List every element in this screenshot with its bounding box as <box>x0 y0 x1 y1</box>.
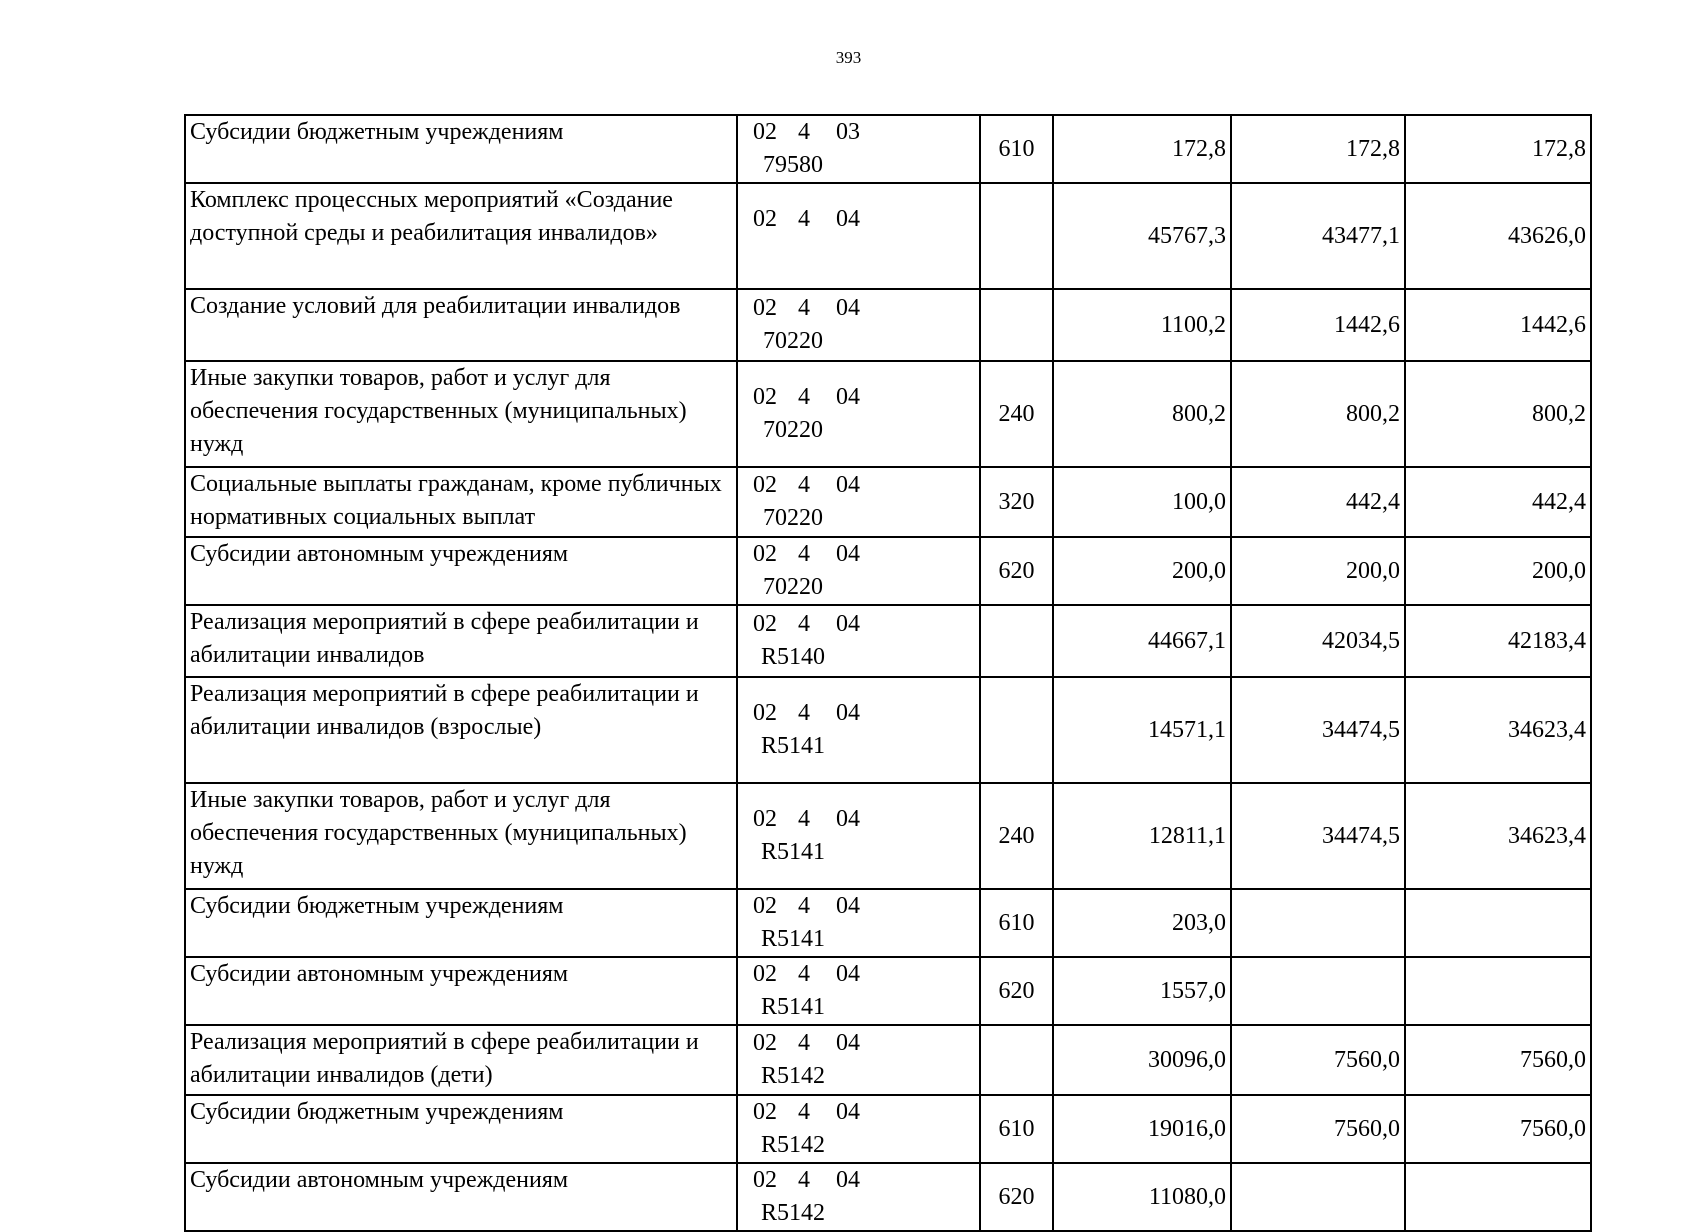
table-row <box>185 1163 1591 1231</box>
row-code <box>737 537 980 605</box>
row-code <box>737 1163 980 1231</box>
row-name: Реализация мероприятий в сфере реабилитации и абилитации инвалидов (дети) <box>185 1025 737 1095</box>
amount-year-2: 200,0 <box>1231 537 1405 605</box>
code-type: 4 <box>798 1030 810 1056</box>
code-direction: R5142 <box>760 1200 825 1226</box>
code-complex: 04 <box>836 1099 860 1125</box>
amount-year-1: 203,0 <box>1053 889 1231 957</box>
amount-year-1: 200,0 <box>1053 537 1231 605</box>
table-row <box>185 677 1591 783</box>
code-direction: R5142 <box>760 1132 825 1158</box>
row-code <box>737 115 980 183</box>
code-direction: 70220 <box>763 574 823 600</box>
expense-type: 320 <box>980 467 1053 537</box>
code-program: 02 <box>753 384 777 410</box>
row-name: Субсидии бюджетным учреждениям <box>185 1095 737 1163</box>
expense-type: 240 <box>980 783 1053 889</box>
code-type: 4 <box>798 206 810 232</box>
table-row <box>185 115 1591 183</box>
code-type: 4 <box>798 806 810 832</box>
code-type: 4 <box>798 893 810 919</box>
code-type: 4 <box>798 1099 810 1125</box>
code-type: 4 <box>798 541 810 567</box>
amount-year-3: 800,2 <box>1405 361 1591 467</box>
amount-year-2: 1442,6 <box>1231 289 1405 361</box>
amount-year-3: 43626,0 <box>1405 183 1591 289</box>
code-type: 4 <box>798 295 810 321</box>
code-complex: 04 <box>836 206 860 232</box>
code-direction: R5142 <box>760 1063 825 1089</box>
amount-year-2: 7560,0 <box>1231 1095 1405 1163</box>
row-name: Иные закупки товаров, работ и услуг для обеспечения государственных (муниципальных) нужд <box>185 361 737 467</box>
amount-year-1: 800,2 <box>1053 361 1231 467</box>
row-code <box>737 677 980 783</box>
expense-type <box>980 677 1053 783</box>
table-row <box>185 957 1591 1025</box>
amount-year-2: 42034,5 <box>1231 605 1405 677</box>
expense-type <box>980 605 1053 677</box>
table-row <box>185 889 1591 957</box>
row-name: Иные закупки товаров, работ и услуг для обеспечения государственных (муниципальных) нужд <box>185 783 737 889</box>
code-complex: 03 <box>836 119 860 145</box>
amount-year-1: 14571,1 <box>1053 677 1231 783</box>
table-row <box>185 361 1591 467</box>
code-complex: 04 <box>836 806 860 832</box>
amount-year-3: 34623,4 <box>1405 677 1591 783</box>
code-program: 02 <box>753 1099 777 1125</box>
code-type: 4 <box>798 611 810 637</box>
code-direction: R5141 <box>760 994 825 1020</box>
row-code <box>737 1025 980 1095</box>
amount-year-2 <box>1231 889 1405 957</box>
row-code <box>737 467 980 537</box>
amount-year-3 <box>1405 1163 1591 1231</box>
row-code <box>737 183 980 289</box>
code-direction: 70220 <box>763 505 823 531</box>
code-direction: R5141 <box>760 926 825 952</box>
table-row <box>185 183 1591 289</box>
code-program: 02 <box>753 700 777 726</box>
expense-type <box>980 289 1053 361</box>
row-code <box>737 783 980 889</box>
code-program: 02 <box>753 1030 777 1056</box>
expense-type <box>980 183 1053 289</box>
code-direction: R5141 <box>760 839 825 865</box>
amount-year-3 <box>1405 957 1591 1025</box>
code-program: 02 <box>753 611 777 637</box>
code-direction: 79580 <box>763 152 823 178</box>
code-direction: R5141 <box>760 733 825 759</box>
code-complex: 04 <box>836 1030 860 1056</box>
amount-year-2: 172,8 <box>1231 115 1405 183</box>
amount-year-2: 34474,5 <box>1231 677 1405 783</box>
row-name: Социальные выплаты гражданам, кроме публичных нормативных социальных выплат <box>185 467 737 537</box>
expense-type <box>980 1025 1053 1095</box>
code-program: 02 <box>753 206 777 232</box>
expense-type: 610 <box>980 1095 1053 1163</box>
code-complex: 04 <box>836 472 860 498</box>
row-name: Субсидии автономным учреждениям <box>185 957 737 1025</box>
code-type: 4 <box>798 700 810 726</box>
code-type: 4 <box>798 1167 810 1193</box>
code-complex: 04 <box>836 893 860 919</box>
amount-year-3: 42183,4 <box>1405 605 1591 677</box>
row-code <box>737 889 980 957</box>
page-number: 393 <box>835 48 862 67</box>
code-program: 02 <box>753 893 777 919</box>
amount-year-1: 100,0 <box>1053 467 1231 537</box>
amount-year-3: 200,0 <box>1405 537 1591 605</box>
amount-year-3: 442,4 <box>1405 467 1591 537</box>
code-program: 02 <box>753 961 777 987</box>
code-direction: 70220 <box>763 417 823 443</box>
code-program: 02 <box>753 541 777 567</box>
code-complex: 04 <box>836 961 860 987</box>
table-row <box>185 537 1591 605</box>
table-row <box>185 467 1591 537</box>
row-code <box>737 361 980 467</box>
row-name: Реализация мероприятий в сфере реабилитации и абилитации инвалидов (взрослые) <box>185 677 737 783</box>
row-name: Реализация мероприятий в сфере реабилитации и абилитации инвалидов <box>185 605 737 677</box>
code-type: 4 <box>798 961 810 987</box>
table-row <box>185 289 1591 361</box>
amount-year-1: 44667,1 <box>1053 605 1231 677</box>
amount-year-1: 1557,0 <box>1053 957 1231 1025</box>
amount-year-3: 1442,6 <box>1405 289 1591 361</box>
amount-year-1: 172,8 <box>1053 115 1231 183</box>
amount-year-1: 1100,2 <box>1053 289 1231 361</box>
row-code <box>737 957 980 1025</box>
table-row <box>185 605 1591 677</box>
code-program: 02 <box>753 806 777 832</box>
row-code <box>737 605 980 677</box>
code-complex: 04 <box>836 611 860 637</box>
code-type: 4 <box>798 472 810 498</box>
row-name: Субсидии бюджетным учреждениям <box>185 115 737 183</box>
row-code <box>737 289 980 361</box>
amount-year-3: 172,8 <box>1405 115 1591 183</box>
code-program: 02 <box>753 119 777 145</box>
amount-year-2: 442,4 <box>1231 467 1405 537</box>
amount-year-3: 7560,0 <box>1405 1095 1591 1163</box>
expense-type: 240 <box>980 361 1053 467</box>
amount-year-2 <box>1231 1163 1405 1231</box>
code-direction: 70220 <box>763 328 823 354</box>
table-row <box>185 783 1591 889</box>
code-program: 02 <box>753 472 777 498</box>
amount-year-3: 7560,0 <box>1405 1025 1591 1095</box>
code-complex: 04 <box>836 1167 860 1193</box>
amount-year-3: 34623,4 <box>1405 783 1591 889</box>
expense-type: 620 <box>980 1163 1053 1231</box>
code-complex: 04 <box>836 384 860 410</box>
code-type: 4 <box>798 384 810 410</box>
expense-type: 620 <box>980 537 1053 605</box>
code-complex: 04 <box>836 295 860 321</box>
row-name: Создание условий для реабилитации инвалидов <box>185 289 737 361</box>
amount-year-2: 34474,5 <box>1231 783 1405 889</box>
code-program: 02 <box>753 295 777 321</box>
amount-year-1: 19016,0 <box>1053 1095 1231 1163</box>
amount-year-2: 800,2 <box>1231 361 1405 467</box>
amount-year-2: 43477,1 <box>1231 183 1405 289</box>
code-program: 02 <box>753 1167 777 1193</box>
table-row <box>185 1095 1591 1163</box>
code-complex: 04 <box>836 541 860 567</box>
amount-year-2: 7560,0 <box>1231 1025 1405 1095</box>
budget-table <box>184 114 1592 1232</box>
amount-year-1: 30096,0 <box>1053 1025 1231 1095</box>
row-name: Субсидии бюджетным учреждениям <box>185 889 737 957</box>
row-name: Субсидии автономным учреждениям <box>185 537 737 605</box>
expense-type: 610 <box>980 889 1053 957</box>
code-type: 4 <box>798 119 810 145</box>
row-name: Комплекс процессных мероприятий «Создание доступной среды и реабилитация инвалидов» <box>185 183 737 289</box>
amount-year-1: 12811,1 <box>1053 783 1231 889</box>
amount-year-1: 45767,3 <box>1053 183 1231 289</box>
row-name: Субсидии автономным учреждениям <box>185 1163 737 1231</box>
expense-type: 610 <box>980 115 1053 183</box>
amount-year-3 <box>1405 889 1591 957</box>
code-complex: 04 <box>836 700 860 726</box>
amount-year-1: 11080,0 <box>1053 1163 1231 1231</box>
row-code <box>737 1095 980 1163</box>
amount-year-2 <box>1231 957 1405 1025</box>
table-row <box>185 1025 1591 1095</box>
code-direction: R5140 <box>760 644 825 670</box>
expense-type: 620 <box>980 957 1053 1025</box>
